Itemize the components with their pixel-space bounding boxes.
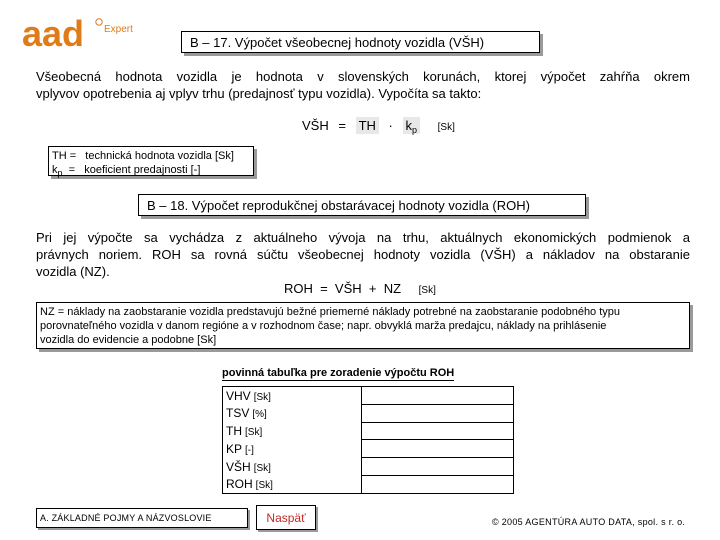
nz-legend: [36, 302, 690, 349]
legend-line-th: TH = technická hodnota vozidla [Sk]: [52, 150, 234, 162]
row-unit-text: [-]: [245, 444, 254, 456]
table-row-label: [223, 476, 362, 494]
aad-expert-logo: [22, 14, 142, 54]
table-row: [223, 404, 514, 422]
paragraph-line: vozidla (NZ).: [36, 264, 110, 279]
table-value-cell[interactable]: [362, 476, 514, 494]
paragraph-line: vplyvov opotrebenia aj vplyv trhu (predajnosť typu vozidla). Vypočíta sa takto:: [36, 86, 482, 101]
table-value-cell[interactable]: [362, 404, 514, 422]
table-row: [223, 422, 514, 440]
formula-unit: [Sk]: [437, 122, 455, 133]
legend-line: vozidla do evidencie a podobne [Sk]: [40, 334, 217, 346]
row-unit-text: [Sk]: [255, 480, 273, 492]
table-value-cell[interactable]: [362, 422, 514, 440]
basic-terms-button[interactable]: A. ZÁKLADNÉ POJMY A NÁZVOSLOVIE: [36, 508, 248, 528]
roh-table-title: povinná tabuľka pre zoradenie výpočtu ROH: [222, 367, 455, 379]
formula-term-kp: [403, 117, 421, 134]
logo-text: aad: [22, 14, 85, 54]
formula-term-th: TH: [356, 117, 379, 134]
copyright-notice: © 2005 AGENTÚRA AUTO DATA, spol. s r. o.: [492, 517, 686, 527]
table-row-label: [223, 458, 362, 476]
table-row: [223, 476, 514, 494]
table-value-cell[interactable]: [362, 440, 514, 458]
legend-line-kp: $k_p$ = koeficient predajnosti [-]: [52, 164, 201, 178]
row-label-text: TH: [226, 424, 242, 439]
table-row: [223, 387, 514, 405]
table-row: [223, 458, 514, 476]
table-row-label: [223, 387, 362, 405]
formula-unit: [Sk]: [418, 285, 436, 296]
legend-line: porovnateľného vozidla v danom regióne a v rozhodnom čase; napr. obvyklá marža predajcu, náklady na prihlásenie: [40, 320, 607, 332]
formula-text: ROH = VŠH + NZ: [284, 281, 402, 296]
registered-mark-icon: [96, 19, 102, 25]
logo-suffix: Expert: [104, 24, 133, 35]
paragraph-line: Pri jej výpočte sa vychádza z aktuálneho vývoja na trhu, aktuálnych ekonomických podmienok a: [36, 230, 690, 245]
table-value-cell[interactable]: [362, 458, 514, 476]
table-row-label: [223, 440, 362, 458]
section-b17-paragraph: [36, 68, 690, 102]
row-label-text: VHV: [226, 388, 251, 403]
section-b18-heading: B – 18. Výpočet reprodukčnej obstarávacej hodnoty vozidla (ROH): [138, 194, 586, 216]
back-button[interactable]: Naspäť: [256, 505, 316, 530]
section-b18-paragraph: [36, 229, 690, 280]
formula-eq: =: [338, 118, 346, 133]
formula-k-sub: p: [412, 125, 418, 135]
formula-op: ·: [388, 118, 393, 133]
table-row-label: [223, 404, 362, 422]
paragraph-line: Všeobecná hodnota vozidla je hodnota v slovenských korunách, ktorej výpočet zahŕňa okrem: [36, 69, 690, 84]
formula-lhs: VŠH: [302, 118, 329, 133]
row-unit-text: [Sk]: [253, 462, 271, 474]
paragraph-line: právnych noriem. ROH sa rovná súčtu všeobecnej hodnoty vozidla (VŠH) a nákladov na obstaranie: [36, 247, 690, 262]
row-label-text: TSV: [226, 406, 250, 421]
table-row: [223, 440, 514, 458]
formula-k: k: [405, 118, 413, 133]
row-label-text: ROH: [226, 477, 253, 492]
row-label-text: VŠH: [226, 459, 251, 474]
row-unit-text: [Sk]: [253, 391, 271, 403]
roh-table: [222, 386, 514, 494]
legend-line: NZ = náklady na zaobstaranie vozidla predstavujú bežné priemerné náklady potrebné na zaobstaranie podobného typu: [40, 306, 621, 318]
section-b17-heading: B – 17. Výpočet všeobecnej hodnoty vozidla (VŠH): [181, 31, 540, 53]
logo-graphic: [22, 14, 142, 54]
row-label-text: KP: [226, 441, 243, 456]
vsh-legend: [48, 146, 254, 176]
table-row-label: [223, 422, 362, 440]
vsh-formula: [302, 118, 455, 135]
roh-formula: [284, 281, 436, 296]
row-unit-text: [%]: [252, 409, 267, 421]
row-unit-text: [Sk]: [245, 427, 263, 439]
table-value-cell[interactable]: [362, 387, 514, 405]
